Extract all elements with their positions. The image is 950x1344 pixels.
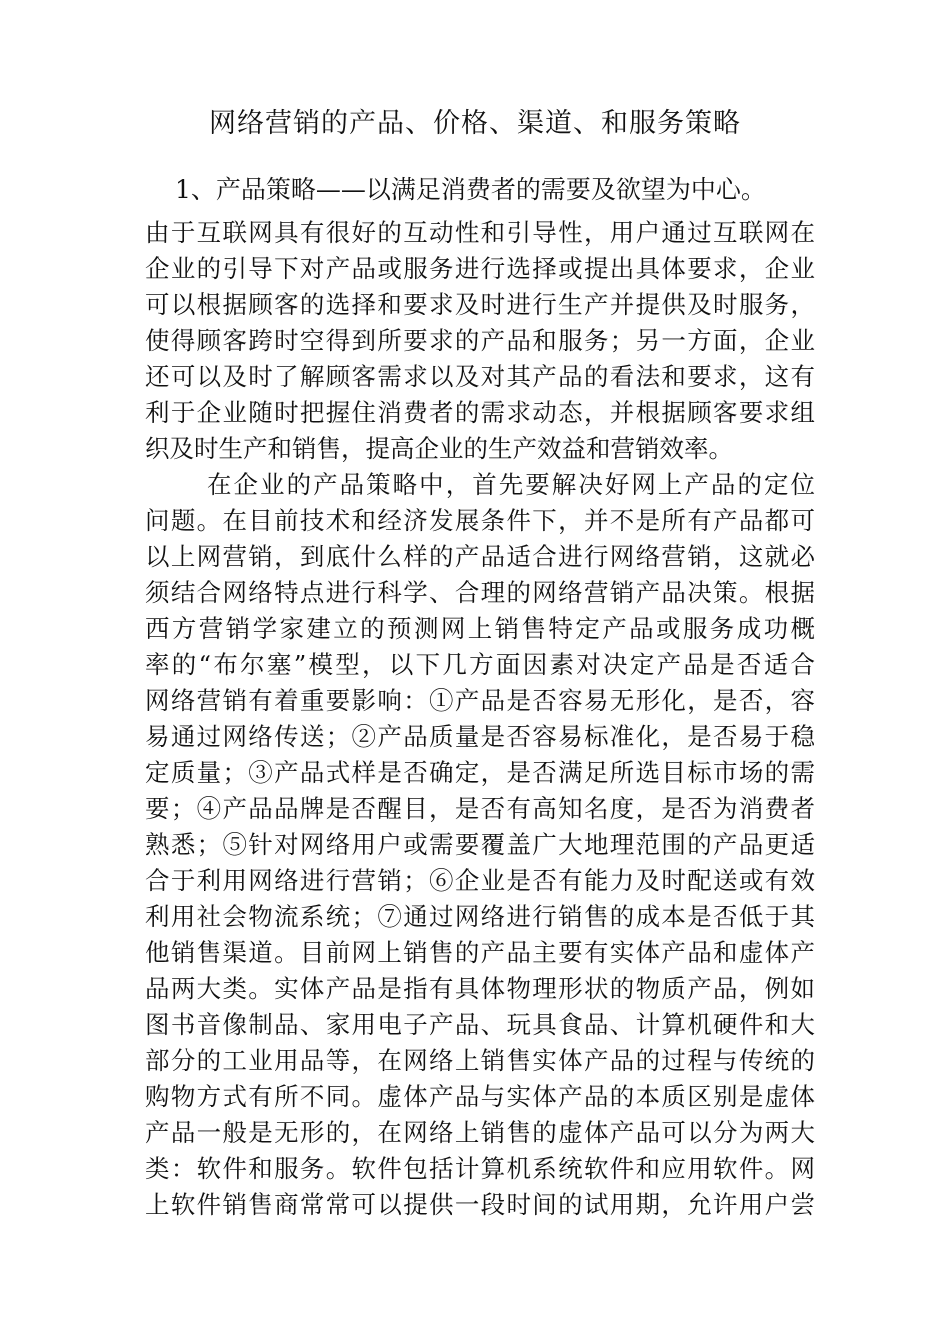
text-line: 须结合网络特点进行科学、合理的网络营销产品决策。根据 <box>145 578 815 607</box>
paragraph-1 <box>145 215 815 467</box>
document-body <box>145 215 815 1223</box>
text-line: 图书音像制品、家用电子产品、玩具食品、计算机硬件和大 <box>145 1010 815 1039</box>
text-line: 以上网营销，到底什么样的产品适合进行网络营销，这就必 <box>145 542 815 571</box>
text-line: 企业的引导下对产品或服务进行选择或提出具体要求，企业 <box>145 254 815 283</box>
text-line: 熟悉；⑤针对网络用户或需要覆盖广大地理范围的产品更适 <box>145 830 815 859</box>
text-line: 利于企业随时把握住消费者的需求动态，并根据顾客要求组 <box>145 398 815 427</box>
text-line: 购物方式有所不同。虚体产品与实体产品的本质区别是虚体 <box>145 1082 815 1111</box>
text-line: 率的“布尔塞”模型，以下几方面因素对决定产品是否适合 <box>145 650 815 679</box>
section-heading: 1、产品策略——以满足消费者的需要及欲望为中心。 <box>175 175 766 204</box>
text-line: 西方营销学家建立的预测网上销售特定产品或服务成功概 <box>145 614 815 643</box>
text-line: 可以根据顾客的选择和要求及时进行生产并提供及时服务， <box>145 290 815 319</box>
text-line: 定质量；③产品式样是否确定，是否满足所选目标市场的需 <box>145 758 815 787</box>
paragraph-2 <box>145 467 815 1223</box>
text-line: 类：软件和服务。软件包括计算机系统软件和应用软件。网 <box>145 1154 815 1183</box>
text-line: 他销售渠道。目前网上销售的产品主要有实体产品和虚体产 <box>145 938 815 967</box>
text-line: 产品一般是无形的，在网络上销售的虚体产品可以分为两大 <box>145 1118 815 1147</box>
text-line: 品两大类。实体产品是指有具体物理形状的物质产品，例如 <box>145 974 815 1003</box>
text-line: 使得顾客跨时空得到所要求的产品和服务；另一方面，企业 <box>145 326 815 355</box>
document-title: 网络营销的产品、价格、渠道、和服务策略 <box>209 108 741 139</box>
text-line: 还可以及时了解顾客需求以及对其产品的看法和要求，这有 <box>145 362 815 391</box>
text-line: 合于利用网络进行营销；⑥企业是否有能力及时配送或有效 <box>145 866 815 895</box>
text-line: 要；④产品品牌是否醒目，是否有高知名度，是否为消费者 <box>145 794 815 823</box>
text-line: 在企业的产品策略中，首先要解决好网上产品的定位 <box>207 470 815 499</box>
text-line: 网络营销有着重要影响：①产品是否容易无形化，是否，容 <box>145 686 815 715</box>
text-line: 问题。在目前技术和经济发展条件下，并不是所有产品都可 <box>145 506 815 535</box>
text-line: 部分的工业用品等，在网络上销售实体产品的过程与传统的 <box>145 1046 815 1075</box>
text-line: 利用社会物流系统；⑦通过网络进行销售的成本是否低于其 <box>145 902 815 931</box>
text-line: 织及时生产和销售，提高企业的生产效益和营销效率。 <box>145 434 733 463</box>
text-line: 上软件销售商常常可以提供一段时间的试用期，允许用户尝 <box>145 1190 815 1219</box>
text-line: 易通过网络传送；②产品质量是否容易标准化，是否易于稳 <box>145 722 815 751</box>
text-line: 由于互联网具有很好的互动性和引导性，用户通过互联网在 <box>145 218 815 247</box>
